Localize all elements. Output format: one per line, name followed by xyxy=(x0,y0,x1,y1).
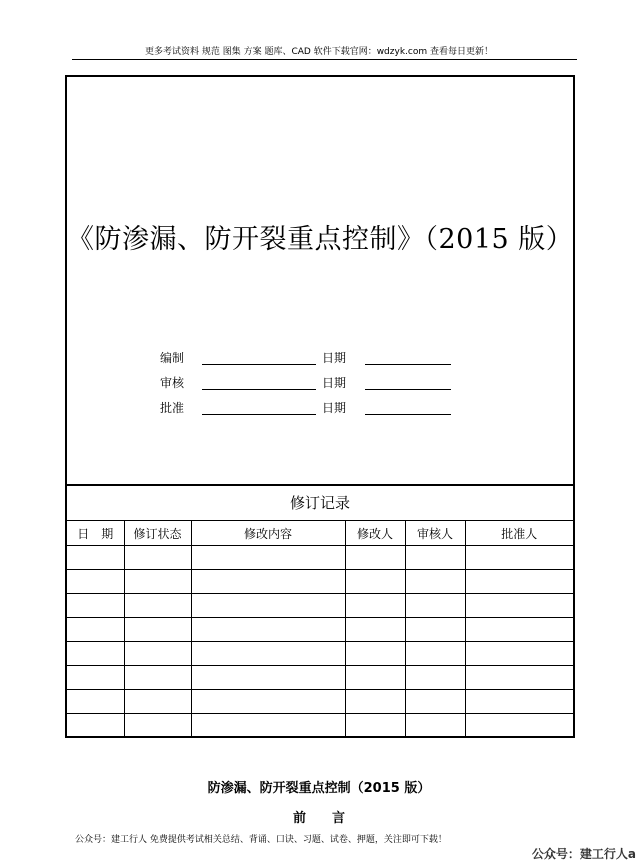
table-row xyxy=(67,690,573,714)
table-row xyxy=(67,546,573,570)
table-cell[interactable] xyxy=(124,666,191,690)
sign-line[interactable] xyxy=(202,414,316,415)
col-reviewer: 审核人 xyxy=(405,521,465,546)
footer-note: 公众号：建工行人 免费提供考试相关总结、背诵、口诀、习题、试卷、押题，关注即可下载！ xyxy=(75,835,447,845)
sign-label: 审核 xyxy=(160,376,185,390)
revision-table xyxy=(67,520,573,737)
table-cell[interactable] xyxy=(345,714,405,738)
table-cell[interactable] xyxy=(345,690,405,714)
table-cell[interactable] xyxy=(124,642,191,666)
table-cell[interactable] xyxy=(124,618,191,642)
table-cell[interactable] xyxy=(405,642,465,666)
revision-title: 修订记录 xyxy=(67,486,573,521)
table-cell[interactable] xyxy=(191,594,345,618)
table-cell[interactable] xyxy=(465,594,573,618)
table-row xyxy=(67,666,573,690)
table-cell[interactable] xyxy=(67,570,124,594)
col-revision-status: 修订状态 xyxy=(124,521,191,546)
table-row xyxy=(67,714,573,738)
table-cell[interactable] xyxy=(405,714,465,738)
table-cell[interactable] xyxy=(191,690,345,714)
preface-heading: 前 言 xyxy=(292,811,345,826)
table-cell[interactable] xyxy=(345,546,405,570)
table-cell[interactable] xyxy=(465,690,573,714)
table-cell[interactable] xyxy=(191,642,345,666)
table-cell[interactable] xyxy=(345,666,405,690)
col-change-content: 修改内容 xyxy=(191,521,345,546)
table-cell[interactable] xyxy=(405,546,465,570)
table-cell[interactable] xyxy=(405,666,465,690)
col-modifier: 修改人 xyxy=(345,521,405,546)
sign-label: 编制 xyxy=(160,351,185,365)
cover-title: 《防渗漏、防开裂重点控制》（2015 版） xyxy=(67,224,574,255)
table-cell[interactable] xyxy=(345,642,405,666)
col-date: 日 期 xyxy=(67,521,124,546)
header-rule xyxy=(72,59,577,60)
sign-label: 批准 xyxy=(160,401,185,415)
date-label: 日期 xyxy=(322,351,347,365)
table-cell[interactable] xyxy=(465,570,573,594)
date-line[interactable] xyxy=(365,364,451,365)
table-cell[interactable] xyxy=(67,666,124,690)
table-cell[interactable] xyxy=(405,594,465,618)
cover-box xyxy=(65,75,575,486)
table-cell[interactable] xyxy=(124,690,191,714)
sign-row-compile xyxy=(67,347,573,367)
table-cell[interactable] xyxy=(67,594,124,618)
table-cell[interactable] xyxy=(67,690,124,714)
header-note: 更多考试资料 规范 图集 方案 题库、CAD 软件下载官网：wdzyk.com 查看每日更新！ xyxy=(145,47,493,57)
table-row xyxy=(67,570,573,594)
sign-line[interactable] xyxy=(202,389,316,390)
table-cell[interactable] xyxy=(67,642,124,666)
table-cell[interactable] xyxy=(67,714,124,738)
table-cell[interactable] xyxy=(124,546,191,570)
sign-line[interactable] xyxy=(202,364,316,365)
watermark: 公众号：建工行人a xyxy=(531,847,636,861)
col-approver: 批准人 xyxy=(465,521,573,546)
table-cell[interactable] xyxy=(465,642,573,666)
sign-row-review xyxy=(67,372,573,392)
date-label: 日期 xyxy=(322,376,347,390)
table-cell[interactable] xyxy=(124,570,191,594)
table-cell[interactable] xyxy=(345,618,405,642)
table-row xyxy=(67,642,573,666)
table-cell[interactable] xyxy=(465,618,573,642)
table-cell[interactable] xyxy=(191,666,345,690)
date-line[interactable] xyxy=(365,414,451,415)
sign-row-approve xyxy=(67,397,573,417)
table-cell[interactable] xyxy=(67,546,124,570)
table-cell[interactable] xyxy=(405,618,465,642)
table-cell[interactable] xyxy=(345,570,405,594)
table-cell[interactable] xyxy=(124,714,191,738)
table-cell[interactable] xyxy=(405,570,465,594)
date-line[interactable] xyxy=(365,389,451,390)
table-row xyxy=(67,594,573,618)
table-cell[interactable] xyxy=(67,618,124,642)
document-title: 防渗漏、防开裂重点控制（2015 版） xyxy=(207,781,431,796)
table-cell[interactable] xyxy=(124,594,191,618)
date-label: 日期 xyxy=(322,401,347,415)
revision-header-row xyxy=(67,521,573,546)
table-cell[interactable] xyxy=(191,570,345,594)
table-cell[interactable] xyxy=(465,666,573,690)
table-cell[interactable] xyxy=(191,714,345,738)
table-cell[interactable] xyxy=(405,690,465,714)
table-cell[interactable] xyxy=(191,546,345,570)
table-cell[interactable] xyxy=(191,618,345,642)
table-cell[interactable] xyxy=(465,546,573,570)
table-cell[interactable] xyxy=(345,594,405,618)
table-row xyxy=(67,618,573,642)
revision-record xyxy=(65,486,575,738)
table-cell[interactable] xyxy=(465,714,573,738)
